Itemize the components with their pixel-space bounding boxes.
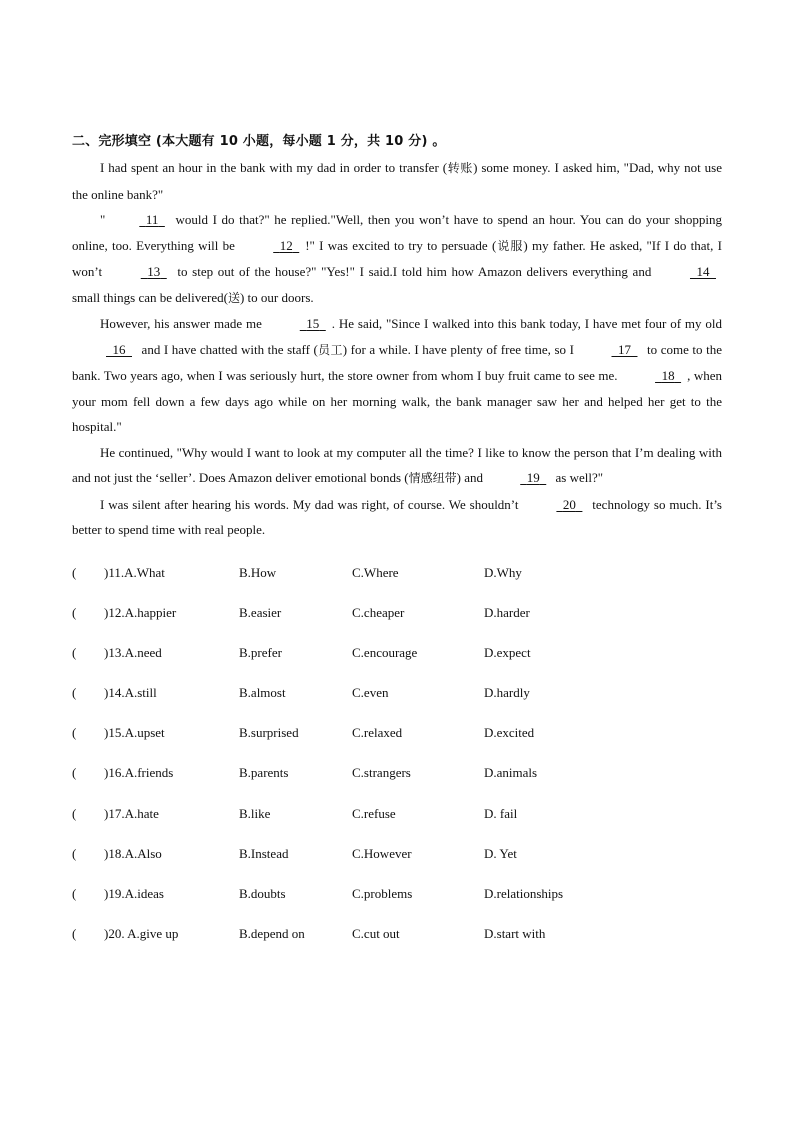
cloze-section bbox=[72, 130, 722, 966]
option-d: D. Yet bbox=[484, 845, 517, 861]
option-d: D.harder bbox=[484, 604, 530, 620]
option-a: )18.A.Also bbox=[104, 845, 162, 861]
option-a: )11.A.What bbox=[104, 564, 165, 580]
passage-paragraph-4: He continued, "Why would I want to look at my computer all the time? I like to know the person that I’m dealing with and not just the ‘seller’. Does Amazon deliver emotional bonds (情感纽带) and 19 as well?" bbox=[72, 440, 722, 492]
option-a: )15.A.upset bbox=[104, 725, 165, 741]
option-d: D.animals bbox=[484, 765, 538, 781]
answer-bracket: ( bbox=[72, 805, 77, 821]
option-d: D.start with bbox=[484, 926, 546, 942]
option-a: )16.A.friends bbox=[104, 765, 174, 781]
option-a: )14.A.still bbox=[104, 685, 157, 701]
option-d: D. fail bbox=[484, 805, 518, 821]
answer-bracket: ( bbox=[72, 604, 77, 620]
answer-bracket: ( bbox=[72, 725, 77, 741]
option-c: C.refuse bbox=[352, 805, 396, 821]
blank-20: 20 bbox=[562, 496, 576, 512]
blank-13: 13 bbox=[147, 264, 161, 279]
option-c: C.encourage bbox=[352, 644, 418, 660]
option-a: )12.A.happier bbox=[104, 604, 177, 620]
passage-paragraph-2: " 11 would I do that?" he replied."Well, then you won’t have to spend an hour. You can do your shopping online, too. Everything will be 12 !" I was excited to try to persuade (说服) my father. He asked, "If I do that, I won’t 13 to step out of the house?" "Yes!" I said.I told him how Amazon delivers everything and 14 small things can be delivered(送) to our doors. bbox=[72, 207, 722, 311]
option-d: D.relationships bbox=[484, 886, 564, 901]
option-a: )19.A.ideas bbox=[104, 886, 164, 901]
question-row bbox=[72, 886, 722, 926]
question-row bbox=[72, 846, 722, 886]
question-row bbox=[72, 725, 722, 765]
option-d: D.hardly bbox=[484, 685, 530, 701]
question-row bbox=[72, 605, 722, 645]
option-c: C.However bbox=[352, 845, 412, 861]
option-c: C.relaxed bbox=[352, 725, 403, 741]
option-a: )17.A.hate bbox=[104, 805, 159, 821]
blank-19: 19 bbox=[526, 470, 540, 485]
answer-bracket: ( bbox=[72, 685, 77, 701]
option-b: B.like bbox=[239, 805, 271, 821]
option-d: D.Why bbox=[484, 564, 522, 580]
option-b: B.parents bbox=[239, 765, 289, 781]
option-a: )20. A.give up bbox=[104, 926, 179, 942]
passage-paragraph-1: I had spent an hour in the bank with my dad in order to transfer (转账) some money. I asked him, "Dad, why not use the online bank?" bbox=[72, 160, 722, 202]
option-b: B.surprised bbox=[239, 725, 299, 741]
option-c: C.cheaper bbox=[352, 604, 405, 620]
answer-bracket: ( bbox=[72, 564, 77, 580]
blank-15: 15 bbox=[306, 316, 320, 331]
option-b: B.prefer bbox=[239, 644, 282, 660]
option-b: B.easier bbox=[239, 604, 282, 620]
question-list bbox=[72, 565, 722, 967]
blank-12: 12 bbox=[279, 237, 293, 253]
blank-18: 18 bbox=[661, 368, 675, 383]
question-row bbox=[72, 565, 722, 605]
blank-17: 17 bbox=[617, 341, 631, 357]
answer-bracket: ( bbox=[72, 644, 77, 660]
option-c: C.strangers bbox=[352, 765, 411, 781]
blank-16: 16 bbox=[112, 341, 126, 357]
option-c: C.problems bbox=[352, 886, 413, 901]
option-a: )13.A.need bbox=[104, 644, 162, 660]
option-b: B.doubts bbox=[239, 886, 286, 901]
option-c: C.even bbox=[352, 685, 389, 701]
option-c: C.cut out bbox=[352, 926, 400, 942]
answer-bracket: ( bbox=[72, 845, 77, 861]
blank-11: 11 bbox=[145, 212, 159, 227]
option-c: C.Where bbox=[352, 564, 399, 580]
option-b: B.depend on bbox=[239, 926, 305, 942]
blank-14: 14 bbox=[696, 264, 710, 279]
option-b: B.almost bbox=[239, 685, 286, 701]
passage-paragraph-3: However, his answer made me 15 . He said, "Since I walked into this bank today, I have met four of my old 16 and I have chatted with the staff (员工) for a while. I have plenty of free time, so I 17 to come to the bank. Two years ago, when I was seriously hurt, the store owner from whom I buy fruit came to see me. 18 , when your mom fell down a few days ago while on her morning walk, the bank manager saw her and helped her get to the hospital." bbox=[72, 311, 722, 440]
answer-bracket: ( bbox=[72, 765, 77, 781]
question-row bbox=[72, 685, 722, 725]
section-title: 二、完形填空 (本大题有 10 小题，每小题 1 分，共 10 分) 。 bbox=[72, 134, 446, 149]
option-b: B.Instead bbox=[239, 845, 289, 861]
question-row bbox=[72, 806, 722, 846]
answer-bracket: ( bbox=[72, 926, 77, 942]
passage-paragraph-5: I was silent after hearing his words. My dad was right, of course. We shouldn’t 20 technology so much. It’s better to spend time with real people. bbox=[72, 492, 722, 543]
question-row bbox=[72, 926, 722, 966]
answer-bracket: ( bbox=[72, 886, 77, 901]
question-row bbox=[72, 645, 722, 685]
option-d: D.excited bbox=[484, 725, 535, 741]
option-b: B.How bbox=[239, 564, 277, 580]
option-d: D.expect bbox=[484, 644, 531, 660]
question-row bbox=[72, 765, 722, 805]
